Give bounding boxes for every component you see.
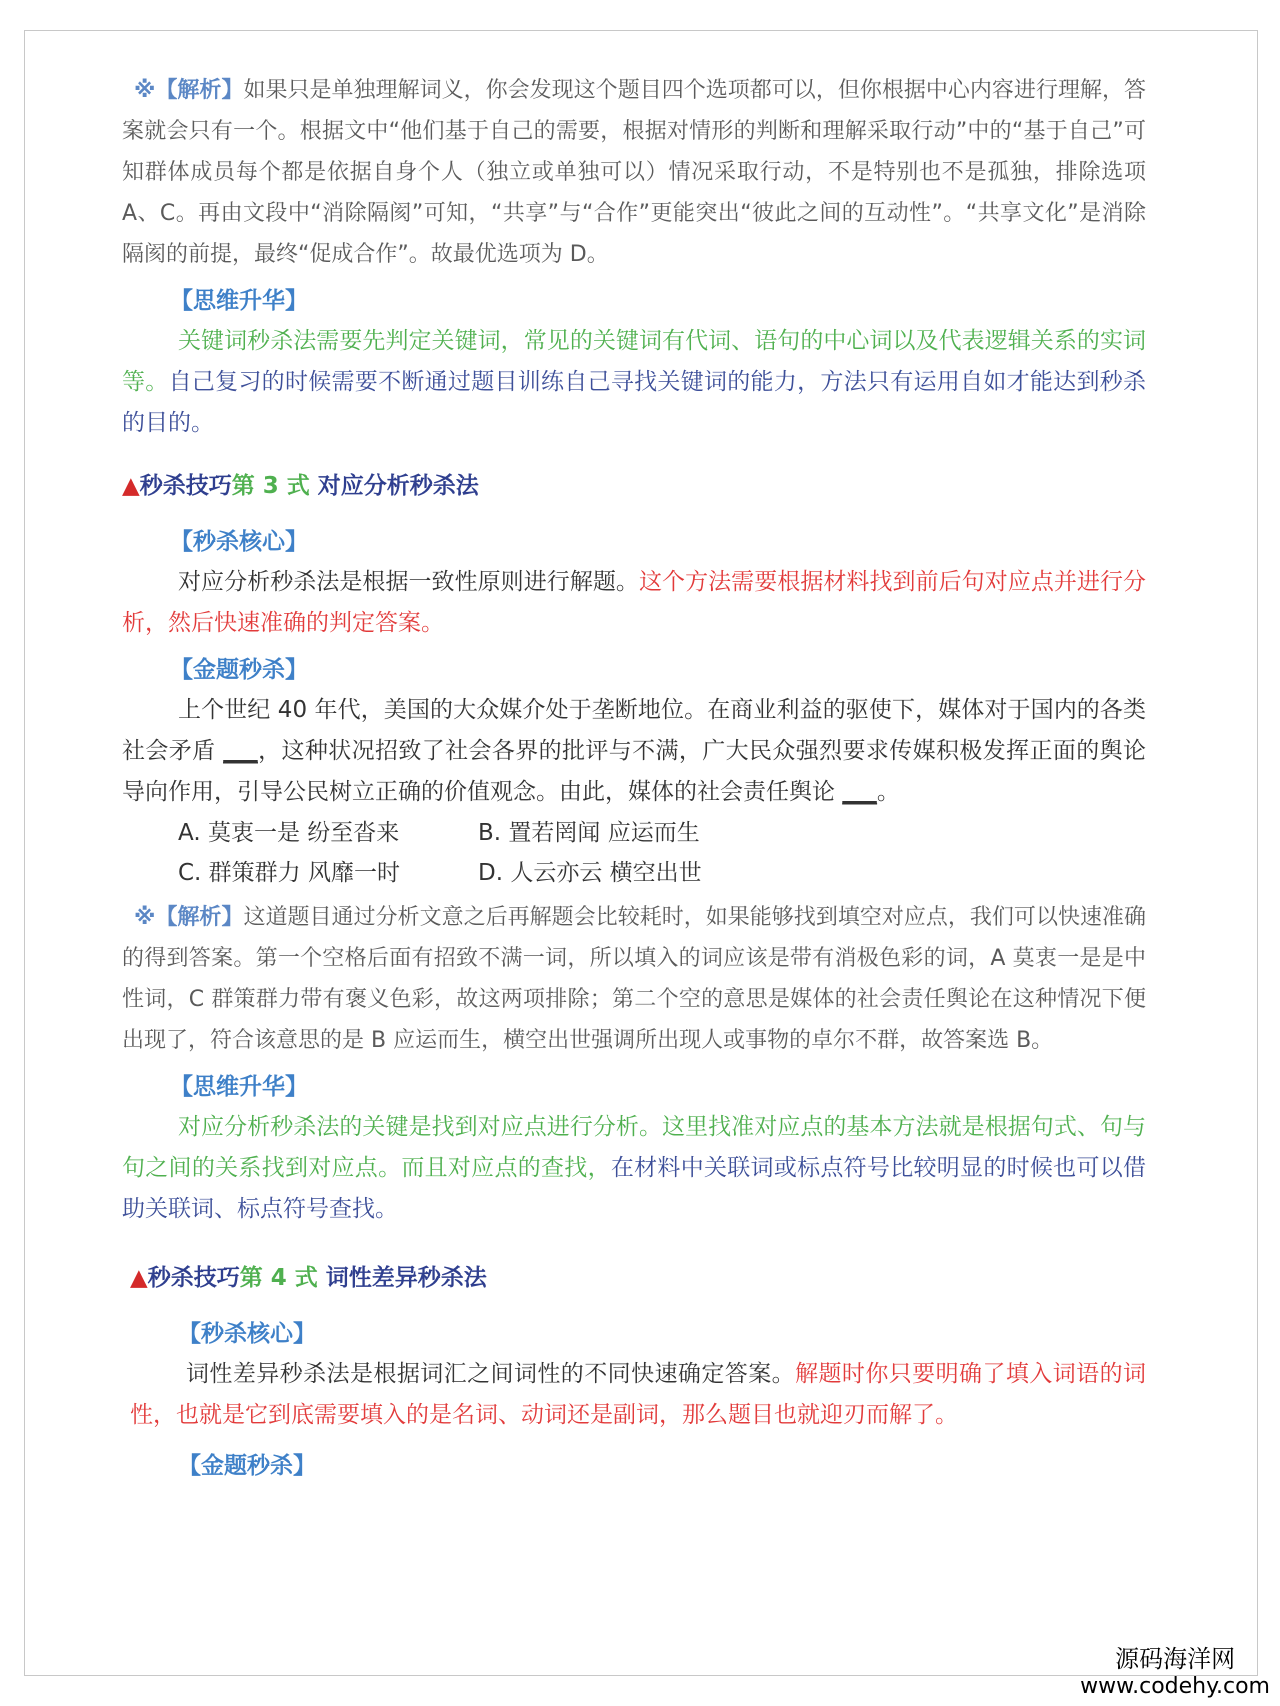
blank-1: ___ bbox=[223, 738, 258, 764]
section-3-name: 对应分析秒杀法 bbox=[317, 473, 479, 499]
section-4-name: 词性差异秒杀法 bbox=[325, 1265, 487, 1291]
gold-heading-4: 【金题秒杀】 bbox=[178, 1453, 316, 1479]
core-paragraph-4 bbox=[130, 1354, 1146, 1436]
question-part-c: 。 bbox=[876, 779, 900, 805]
watermark-url: www.codehy.com bbox=[1080, 1674, 1270, 1699]
thinking-paragraph-3 bbox=[122, 1107, 1146, 1230]
watermark-name: 源码海洋网 bbox=[1115, 1645, 1236, 1673]
thinking-heading-3: 【思维升华】 bbox=[170, 1074, 308, 1100]
watermark bbox=[1080, 1644, 1270, 1700]
section-4-prefix: 秒杀技巧 bbox=[147, 1265, 240, 1291]
section-3-title bbox=[122, 466, 1146, 506]
analysis-mark-3: ※【解析】 bbox=[134, 905, 244, 930]
blank-2: ___ bbox=[842, 779, 877, 805]
analysis-text: 如果只是单独理解词义，你会发现这个题目四个选项都可以，但你根据中心内容进行理解，答案就会只有一个。根据文中“他们基于自己的需要，根据对情形的判断和理解采取行动”中的“基于自己”可知群体成员每个都是依据自身个人（独立或单独可以）情况采取行动，不是特别也不是孤独，排除选项 A、C。再由文段中“消除隔阂”可知，“共享”与“合作”更能突出“彼此之间的互动性”。“共享文化”是消除隔阂的前提，最终“促成合作”。故最优选项为 D。 bbox=[122, 78, 1146, 267]
core-red-4: 解题时你只要明确了填入词语的词性，也就是它到底需要填入的是名词、动词还是副词，那么题目也就迎刃而解了。 bbox=[130, 1361, 1147, 1428]
thinking-heading-1: 【思维升华】 bbox=[170, 288, 308, 314]
core-paragraph-3 bbox=[122, 562, 1146, 644]
triangle-icon: ▲ bbox=[122, 473, 140, 499]
thinking-green-3: 对应分析秒杀法的关键是找到对应点进行分析。这里找准对应点的基本方法就是根据句式、句与句之间的关系找到对应点。而且对应点的查找， bbox=[122, 1114, 1146, 1181]
section-4-title bbox=[130, 1258, 1146, 1298]
question-3 bbox=[122, 690, 1146, 813]
option-a: A. 莫衷一是 纷至沓来 bbox=[178, 820, 400, 846]
question-part-a: 上个世纪 40 年代，美国的大众媒介处于垄断地位。在商业利益的驱使下，媒体对于国内的各类社会矛盾 bbox=[122, 697, 1146, 764]
analysis-mark: ※【解析】 bbox=[134, 78, 244, 103]
document-body bbox=[122, 70, 1146, 1486]
section-4-number: 第 4 式 bbox=[239, 1265, 318, 1291]
section-3-prefix: 秒杀技巧 bbox=[139, 473, 232, 499]
thinking-green-1: 关键词秒杀法需要先判定关键词，常见的关键词有代词、语句的中心词以及代表逻辑关系的实词等。 bbox=[122, 328, 1146, 395]
analysis-text-3: 这道题目通过分析文意之后再解题会比较耗时，如果能够找到填空对应点，我们可以快速准确的得到答案。第一个空格后面有招致不满一词，所以填入的词应该是带有消极色彩的词，A 莫衷一是是中性词，C 群策群力带有褒义色彩，故这两项排除；第二个空的意思是媒体的社会责任舆论在这种情况下便出现了，符合该意思的是 B 应运而生，横空出世强调所出现人或事物的卓尔不群，故答案选 B。 bbox=[122, 905, 1146, 1053]
thinking-blue-3: 在材料中关联词或标点符号比较明显的时候也可以借助关联词、标点符号查找。 bbox=[122, 1155, 1147, 1222]
options bbox=[122, 813, 1146, 893]
thinking-blue-1: 自己复习的时候需要不断通过题目训练自己寻找关键词的能力，方法只有运用自如才能达到秒杀的目的。 bbox=[122, 369, 1147, 436]
gold-heading-3: 【金题秒杀】 bbox=[170, 657, 308, 683]
core-dark-3: 对应分析秒杀法是根据一致性原则进行解题。 bbox=[178, 569, 639, 595]
thinking-paragraph-1 bbox=[122, 321, 1146, 444]
option-b: B. 置若罔闻 应运而生 bbox=[478, 820, 700, 846]
core-heading-4: 【秒杀核心】 bbox=[178, 1321, 316, 1347]
section-3-number: 第 3 式 bbox=[231, 473, 310, 499]
analysis-1 bbox=[122, 70, 1146, 275]
core-dark-4: 词性差异秒杀法是根据词汇之间词性的不同快速确定答案。 bbox=[186, 1361, 796, 1387]
question-part-b: ，这种状况招致了社会各界的批评与不满，广大民众强烈要求传媒积极发挥正面的舆论导向作用，引导公民树立正确的价值观念。由此，媒体的社会责任舆论 bbox=[122, 738, 1147, 805]
core-heading-3: 【秒杀核心】 bbox=[170, 529, 308, 555]
analysis-3 bbox=[122, 897, 1146, 1061]
option-d: D. 人云亦云 横空出世 bbox=[478, 860, 702, 886]
core-red-3: 这个方法需要根据材料找到前后句对应点并进行分析，然后快速准确的判定答案。 bbox=[122, 569, 1147, 636]
triangle-icon: ▲ bbox=[130, 1265, 148, 1291]
option-c: C. 群策群力 风靡一时 bbox=[178, 860, 400, 886]
